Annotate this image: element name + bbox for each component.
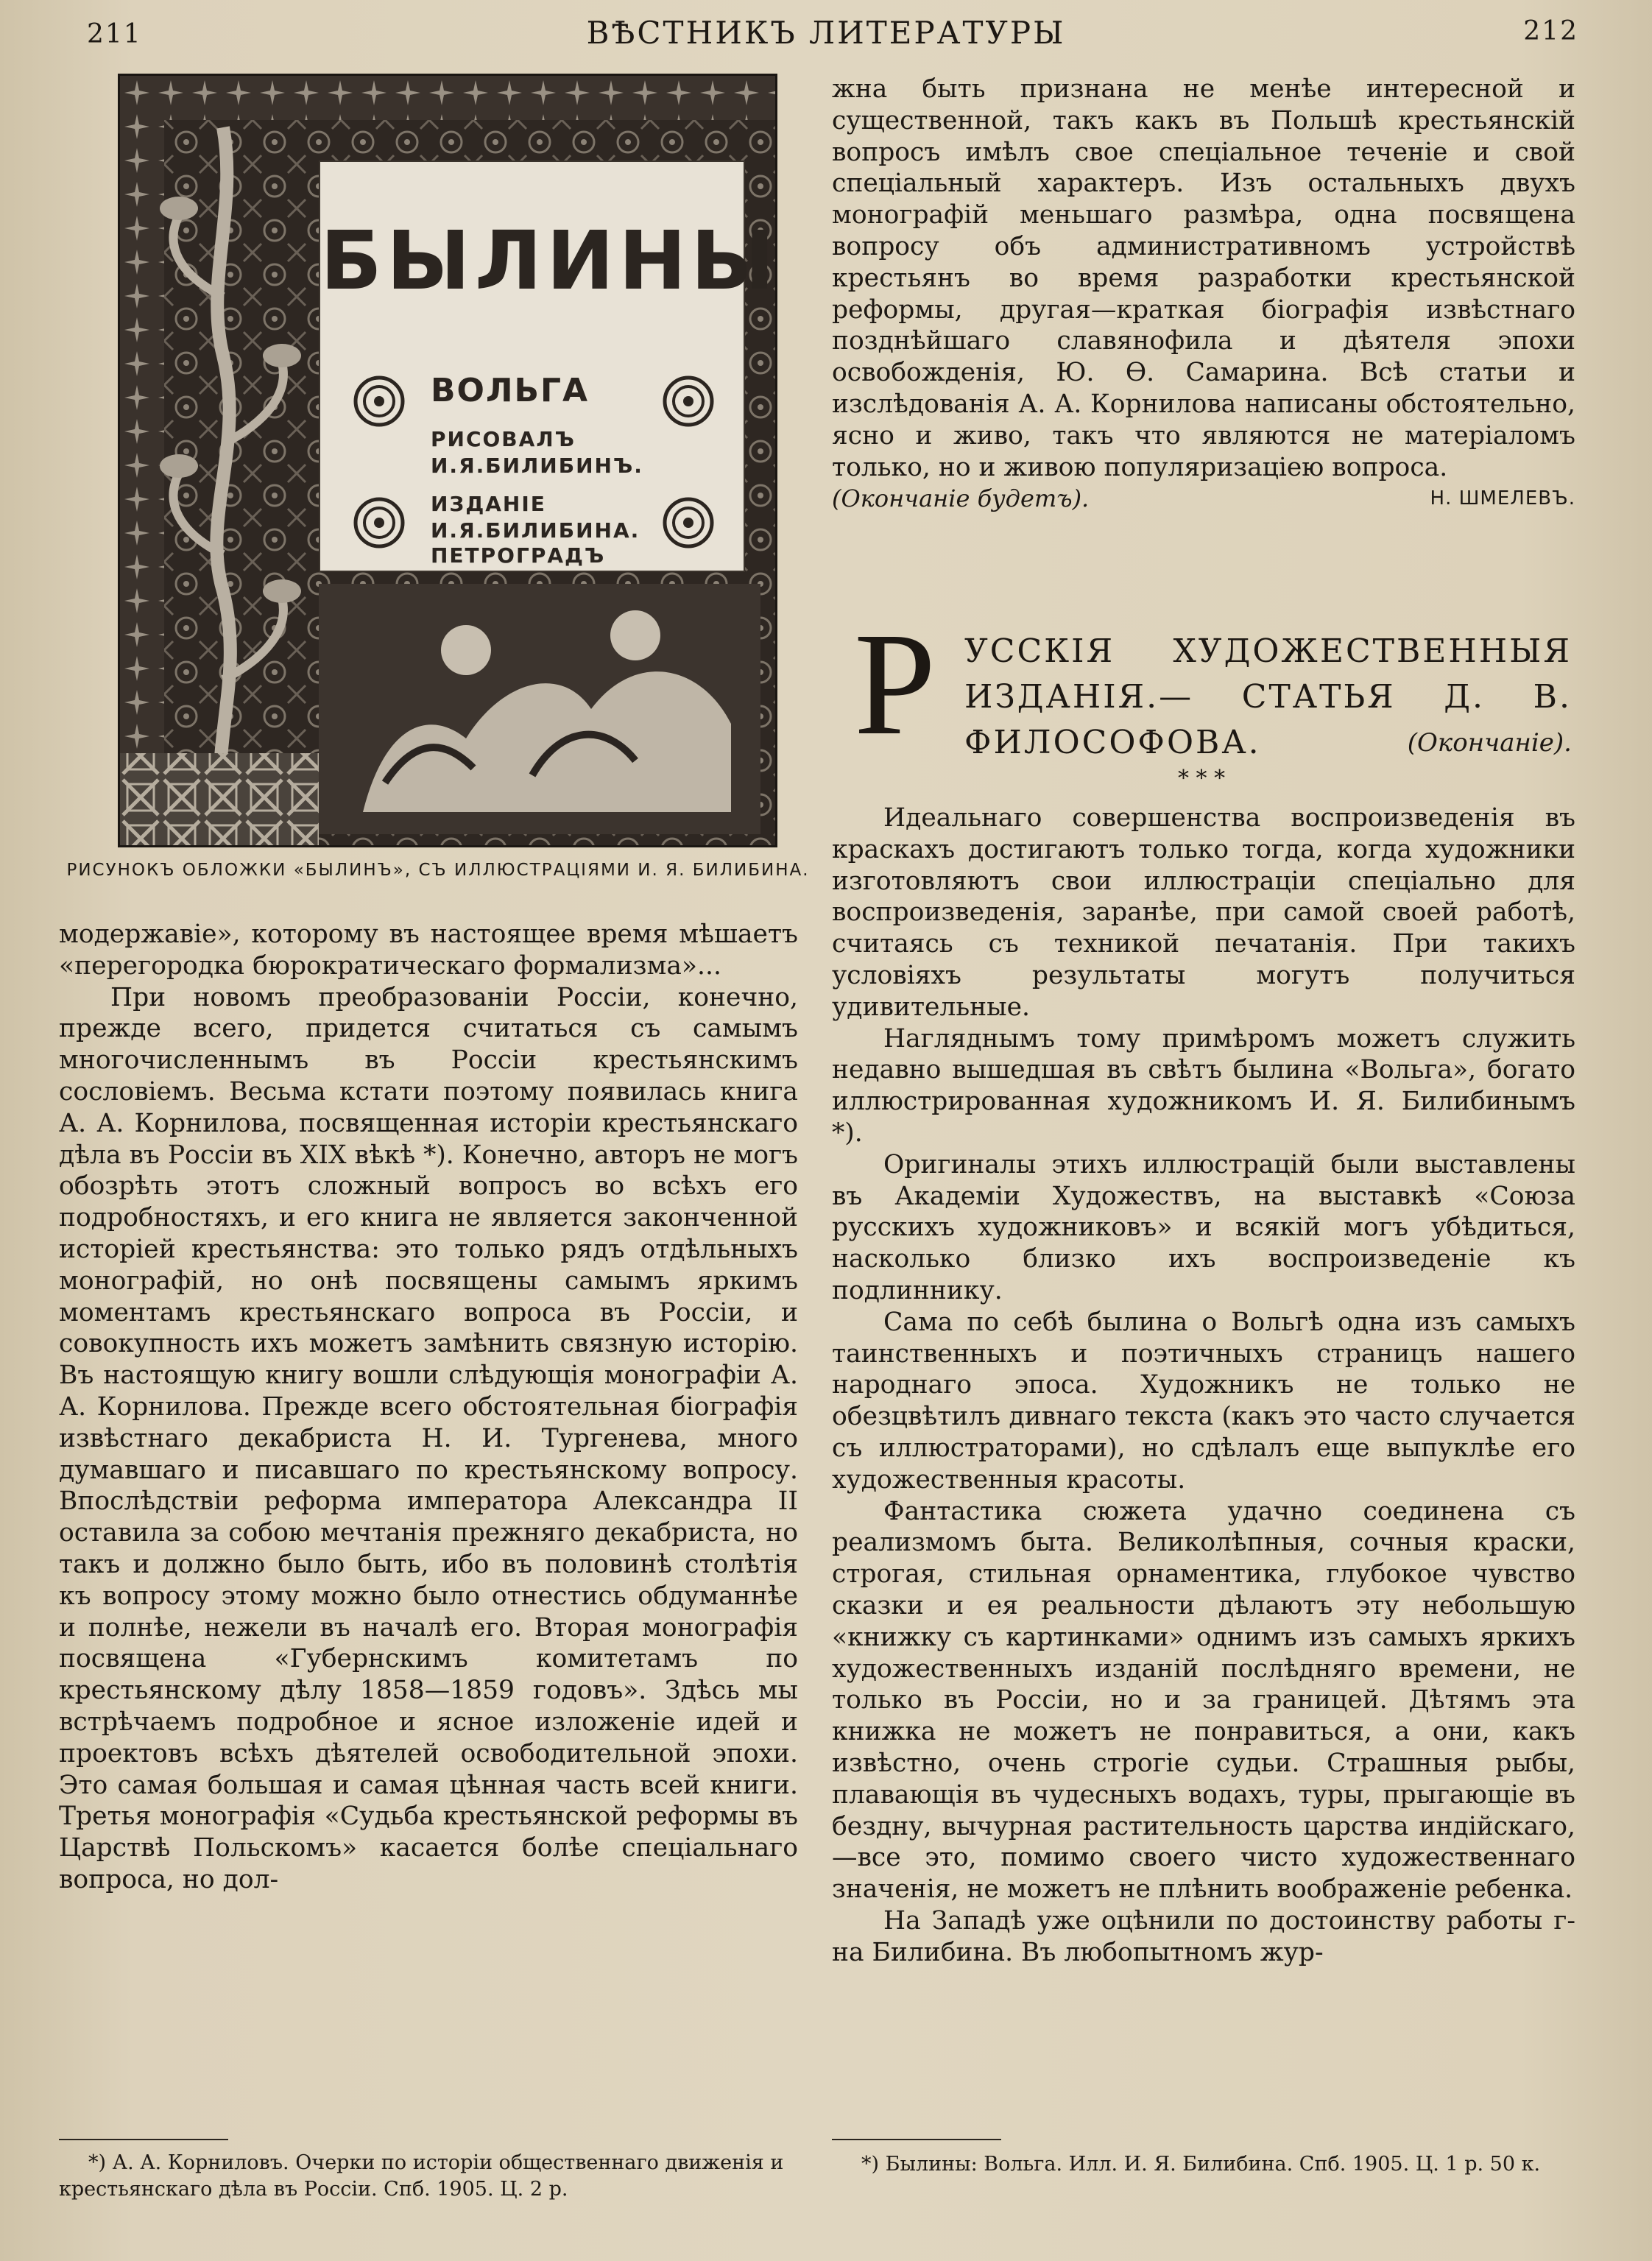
to-be-continued: (Окончаніе будетъ).	[832, 484, 1090, 513]
right-paragraph-6: Фантастика сюжета удачно соединена съ реализмомъ быта. Великолѣпныя, сочныя краски, строгая, стильная орнаментика, глубокое чувство сказки и ея реальности дѣлаютъ эту небольшую «книжку съ картинками» однимъ изъ самыхъ яркихъ художественныхъ изданій послѣдняго времени, не только въ Россіи, но и за границей. Дѣтямъ эта книжка не можетъ не понравиться, а они, какъ извѣстно, очень строгіе судьи. Страшныя рыбы, плавающія въ чудесныхъ водахъ, туры, прыгающіе въ бездну, вычурная растительность царства индійскаго,—все это, помимо своего чисто художественнаго значенія, не можетъ не плѣнить воображеніе ребенка.	[832, 1496, 1575, 1905]
right-paragraph-5: Сама по себѣ былина о Вольгѣ одна изъ самыхъ таинственныхъ и поэтичныхъ страницъ нашего народнаго эпоса. Художникъ не только не обезцвѣтилъ дивнаго текста (какъ это часто случается съ иллюстраторами), но сдѣлалъ еще выпуклѣе его художественныя красоты.	[832, 1307, 1575, 1495]
left-paragraph-1: модержавіе», которому въ настоящее время мѣшаетъ «перегородка бюрократическаго формализма»...	[59, 920, 798, 981]
cover-title: БЫЛИНЫ	[320, 214, 780, 308]
author-signature: Н. ШМЕЛЕВЪ.	[1430, 487, 1575, 510]
cover-illustration	[118, 74, 780, 847]
left-paragraph-2: При новомъ преобразованіи Россіи, конечно, прежде всего, придется считаться съ самымъ многочисленнымъ въ Россіи крестьянскимъ сословіемъ. Весьма кстати поэтому появилась книга А. А. Корнилова, посвященная исторіи крестьянскаго дѣла въ Россіи въ XIX вѣкѣ *). Конечно, авторъ не могъ обозрѣть этотъ сложный вопросъ во всѣхъ его подробностяхъ, и его книга не является законченной исторіей крестьянства: это только рядъ отдѣльныхъ монографій, но онѣ посвящены самымъ яркимъ моментамъ крестьянскаго вопроса въ Россіи, и совокупность ихъ можетъ замѣнить связную исторію. Въ настоящую книгу вошли слѣдующія монографіи А. А. Корнилова. Прежде всего обстоятельная біографія извѣстнаго декабриста Н. И. Тургенева, много думавшаго и писавшаго по крестьянскому вопросу. Впослѣдствіи реформа императора Александра II оставила за собою мечтанія прежняго декабриста, но такъ и должно было быть, ибо въ половинѣ столѣтія къ вопросу этому можно было отнестись обдуманнѣе и полнѣе, нежели въ началѣ его. Вторая монографія посвящена «Губернскимъ комитетамъ по крестьянскому дѣлу 1858—1859 годовъ». Здѣсь мы встрѣчаемъ подробное и ясное изложеніе идей и проектовъ всѣхъ дѣятелей освободительной эпохи. Это самая большая и самая цѣнная часть всей книги. Третья монографія «Судьба крестьянской реформы въ Царствѣ Польскомъ» касается болѣе спеціальнаго вопроса, но дол-	[59, 982, 798, 1894]
cover-publisher-line-2: И.Я.БИЛИБИНА.	[431, 518, 640, 543]
right-paragraph-1-text: жна быть признана не менѣе интересной и существенной, такъ какъ въ Польшѣ крестьянскій вопросъ имѣлъ свое спеціальное теченіе и свой спеціальный характеръ. Изъ остальныхъ двухъ монографій меньшаго размѣра, одна посвящена вопросу объ административномъ устройствѣ крестьянъ во время разработки крестьянской реформы, другая—краткая біографія извѣстнаго позднѣйшаго славянофила и дѣятеля эпохи освобожденія, Ю. Ѳ. Самарина. Всѣ статьи и изслѣдованія А. А. Корнилова написаны обстоятельно, ясно и живо, такъ что являются не матеріаломъ только, но и живою популяризаціею вопроса.	[832, 74, 1575, 482]
rosette-ornament-icon	[663, 375, 714, 427]
cover-artist-line-2: И.Я.БИЛИБИНЪ.	[431, 454, 643, 478]
right-paragraph-7: На Западѣ уже оцѣнили по достоинству работы г-на Билибина. Въ любопытномъ жур-	[832, 1905, 1575, 1967]
heading-text	[964, 629, 1572, 766]
footnote-left: *) А. А. Корниловъ. Очерки по исторіи общественнаго движенія и крестьянскаго дѣла въ Россіи. Спб. 1905. Ц. 2 р.	[59, 2151, 784, 2201]
footnote-rule-right	[832, 2139, 1001, 2140]
running-header	[0, 10, 1652, 54]
page-number-right: 212	[1523, 16, 1578, 46]
drop-cap: Р	[854, 603, 936, 766]
cover-byline-name: ВОЛЬГА	[431, 372, 590, 409]
right-paragraph-2: Идеальнаго совершенства воспроизведенія въ краскахъ достигаютъ только тогда, когда художники изготовляютъ свои иллюстраціи спеціально для воспроизведенія, заранѣе, при самой своей работѣ, считаясь съ техникой печатанія. При такихъ условіяхъ результаты могутъ получиться удивительные.	[832, 803, 1575, 1022]
section-stars: * * *	[1178, 766, 1226, 791]
right-paragraph-4: Оригиналы этихъ иллюстрацій были выставлены въ Академіи Художествъ, на выставкѣ «Союза русскихъ художниковъ» и всякій могъ убѣдиться, насколько близко ихъ воспроизведеніе къ подлиннику.	[832, 1149, 1575, 1305]
illustration-caption: РИСУНОКЪ ОБЛОЖКИ «БЫЛИНЪ», СЪ ИЛЛЮСТРАЦІЯМИ И. Я. БИЛИБИНА.	[66, 861, 810, 880]
cover-title-panel	[319, 161, 780, 572]
right-column-bottom	[832, 803, 1575, 1968]
footnote-rule-left	[59, 2139, 228, 2140]
rosette-ornament-icon	[353, 497, 405, 549]
rosette-ornament-icon	[663, 497, 714, 549]
cover-publisher-line-1: ИЗДАНІЕ	[431, 492, 546, 516]
heading-subtitle: (Окончаніе).	[1407, 728, 1572, 758]
heading-title: УССКІЯ ХУДОЖЕСТВЕННЫЯ ИЗДАНІЯ.— СТАТЬЯ Д. В. ФИЛОСОФОВА.	[964, 632, 1572, 761]
footnote-right: *) Былины: Вольга. Илл. И. Я. Билибина. Спб. 1905. Ц. 1 р. 50 к.	[861, 2153, 1541, 2176]
journal-title: ВѢСТНИКЪ ЛИТЕРАТУРЫ	[586, 15, 1066, 51]
cover-publisher-line-3: ПЕТРОГРАДЪ	[431, 543, 606, 568]
page-number-left: 211	[87, 19, 142, 49]
left-column	[59, 919, 798, 1896]
cover-artist-line-1: РИСОВАЛЪ	[431, 427, 576, 451]
right-paragraph-3: Нагляднымъ тому примѣромъ можетъ служить недавно вышедшая въ свѣтъ былина «Вольга», богато иллюстрированная художникомъ И. Я. Билибинымъ *).	[832, 1023, 1575, 1148]
right-column-top	[832, 74, 1575, 515]
rosette-ornament-icon	[353, 375, 405, 427]
